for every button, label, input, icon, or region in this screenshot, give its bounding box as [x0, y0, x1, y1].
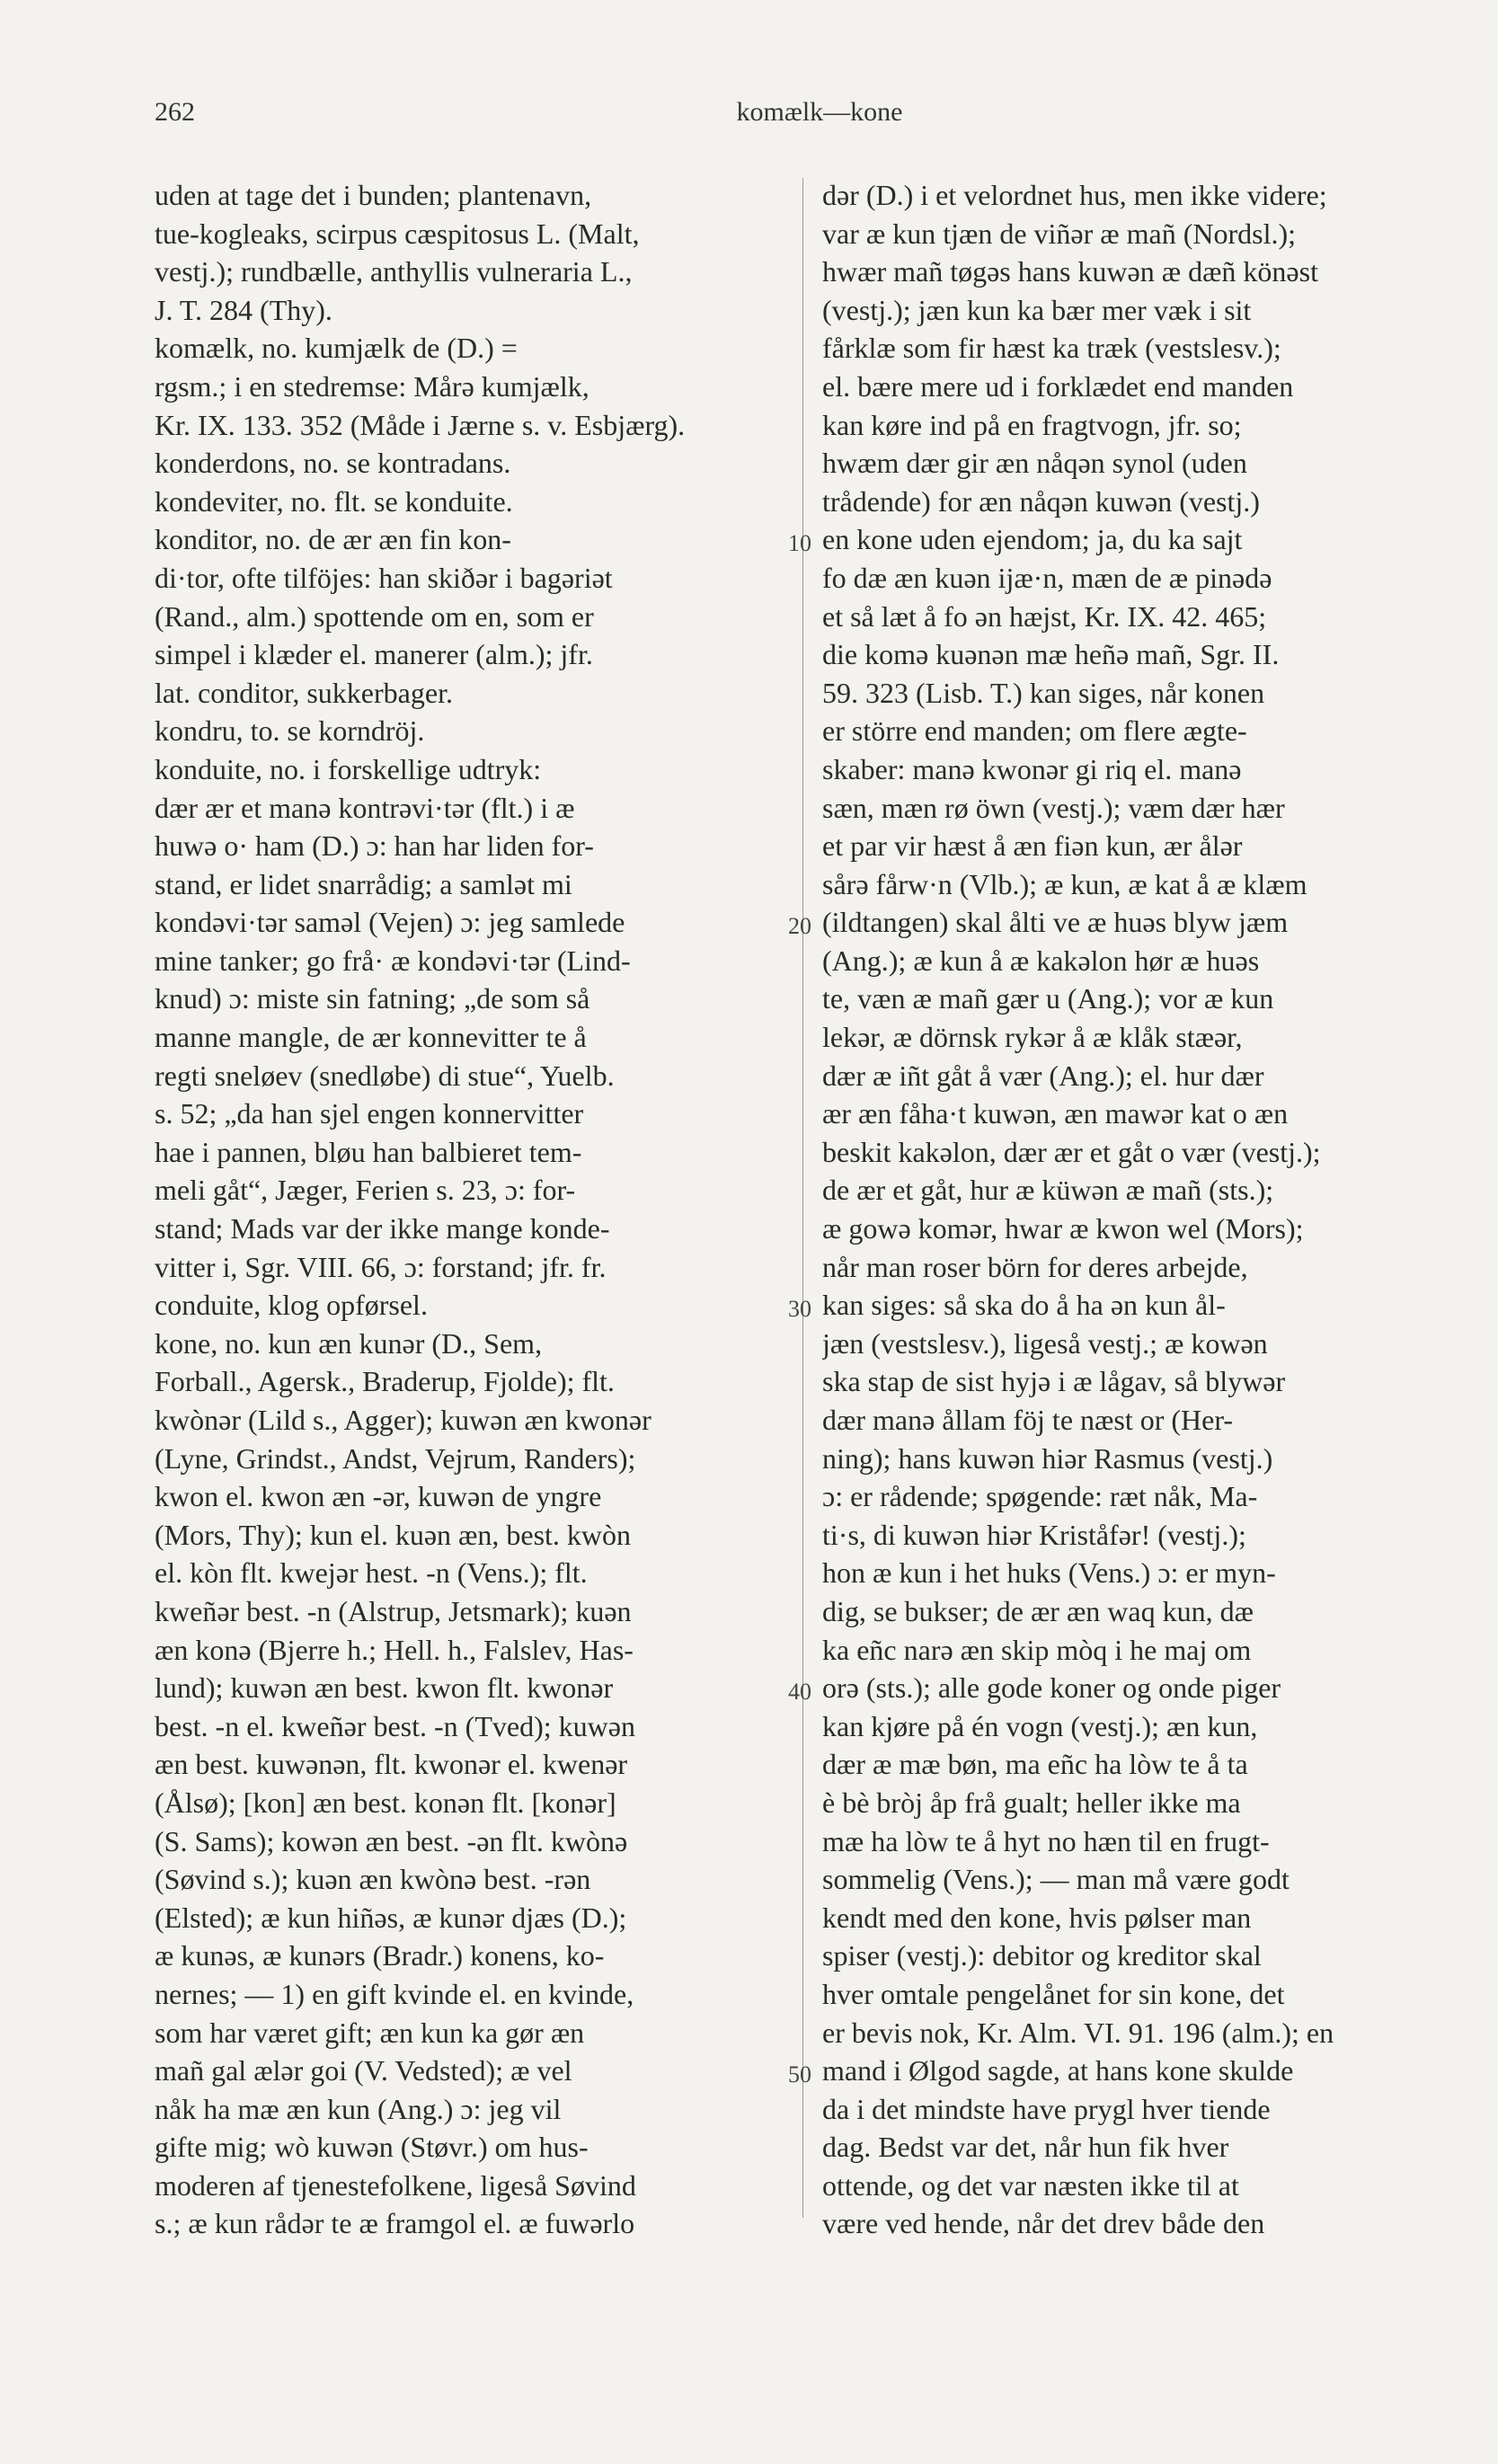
- right-column-line: er större end manden; om flere ægte-: [822, 714, 1247, 748]
- right-column-line: die komə kuənən mæ heñə mañ, Sgr. II.: [822, 638, 1280, 671]
- right-column-line: (Ang.); æ kun å æ kakəlon hør æ huəs: [822, 944, 1260, 977]
- left-column-line: lund); kuwən æn best. kwon flt. kwonər: [155, 1671, 614, 1705]
- right-column-line: hver omtale pengelånet for sin kone, det: [822, 1977, 1285, 2010]
- left-column-line: gifte mig; wò kuwən (Støvr.) om hus-: [155, 2131, 589, 2164]
- left-column-line: vitter i, Sgr. VIII. 66, ɔ: forstand; jfr. fr.: [155, 1250, 607, 1283]
- right-column-line: hwær mañ tøgəs hans kuwən æ dæñ könəst: [822, 255, 1318, 288]
- left-column-line: rgsm.; i en stedremse: Mårə kumjælk,: [155, 369, 589, 403]
- line-number-30: 30: [788, 1296, 811, 1322]
- left-column-line: kone, no. kun æn kunər (D., Sem,: [155, 1326, 543, 1360]
- left-column-line: mañ gal ælər goi (V. Vedsted); æ vel: [155, 2054, 572, 2087]
- right-column-line: dær manə ållam föj te næst or (Her-: [822, 1404, 1233, 1436]
- right-column-line: trådende) for æn nåqən kuwən (vestj.): [822, 484, 1260, 518]
- left-column-line: nåk ha mæ æn kun (Ang.) ɔ: jeg vil: [155, 2092, 562, 2125]
- left-column-line: æn konə (Bjerre h.; Hell. h., Falslev, Has-: [155, 1633, 634, 1666]
- left-column-line: kondeviter, no. flt. se konduite.: [155, 484, 513, 518]
- left-column-line: Kr. IX. 133. 352 (Måde i Jærne s. v. Esbjærg).: [155, 408, 686, 441]
- right-column-line: da i det mindste have prygl hver tiende: [822, 2092, 1271, 2125]
- left-column-line: simpel i klæder el. manerer (alm.); jfr.: [155, 638, 593, 671]
- right-column-line: ska stap de sist hyjə i æ lågav, så blywər: [822, 1365, 1286, 1398]
- left-column-line: konduite, no. i forskellige udtryk:: [155, 752, 542, 785]
- left-column-line: meli gåt“, Jæger, Ferien s. 23, ɔ: for-: [155, 1174, 576, 1207]
- left-column-line: regti sneløev (snedløbe) di stue“, Yuelb.: [155, 1059, 615, 1092]
- right-column-line: sæn, mæn rø öwn (vestj.); væm dær hær: [822, 791, 1285, 824]
- left-column-line: (Rand., alm.) spottende om en, som er: [155, 599, 594, 633]
- right-column-line: ning); hans kuwən hiər Rasmus (vestj.): [822, 1441, 1273, 1475]
- left-column-line: huwə o· ham (D.) ɔ: han har liden for-: [155, 829, 594, 863]
- left-column-line: conduite, klog opførsel.: [155, 1289, 428, 1322]
- running-title: komælk—kone: [736, 97, 903, 127]
- left-column-line: uden at tage det i bunden; plantenavn,: [155, 179, 592, 211]
- left-column-line: lat. conditor, sukkerbager.: [155, 676, 453, 709]
- page-number: 262: [155, 97, 195, 127]
- right-column-line: ka eñc narə æn skip mòq i he maj om: [822, 1633, 1252, 1666]
- right-column-line: ær æn fåha·t kuwən, æn mawər kat o æn: [822, 1097, 1289, 1130]
- left-column-line: (Søvind s.); kuən æn kwònə best. -rən: [155, 1863, 591, 1896]
- right-column-line: sårə fårw·n (Vlb.); æ kun, æ kat å æ klæm: [822, 867, 1307, 900]
- left-column-line: (S. Sams); kowən æn best. -ən flt. kwònə: [155, 1824, 628, 1857]
- right-column-line: dær æ mæ bøn, ma eñc ha lòw te å ta: [822, 1748, 1248, 1781]
- right-column-line: kan siges: så ska do å ha ən kun ål-: [822, 1289, 1226, 1322]
- right-column-line: fårklæ som fir hæst ka træk (vestslesv.);: [822, 332, 1281, 365]
- left-column-line: stand, er lidet snarrådig; a samlət mi: [155, 867, 572, 900]
- line-number-20: 20: [788, 913, 811, 939]
- right-column-line: dær æ iñt gåt å vær (Ang.); el. hur dær: [822, 1059, 1264, 1092]
- right-column-line: hon æ kun i het huks (Vens.) ɔ: er myn-: [822, 1556, 1276, 1590]
- left-column-line: stand; Mads var der ikke mange konde-: [155, 1212, 610, 1245]
- left-column-line: di·tor, ofte tilföjes: han skiðər i bagəriət: [155, 561, 613, 594]
- left-column-line: s. 52; „da han sjel engen konnervitter: [155, 1097, 584, 1130]
- line-number-10: 10: [788, 530, 811, 556]
- left-column-line: kondru, to. se korndröj.: [155, 714, 425, 748]
- line-number-50: 50: [788, 2061, 811, 2087]
- left-column: [155, 176, 788, 2243]
- left-column-line: el. kòn flt. kwejər hest. -n (Vens.); flt.: [155, 1556, 588, 1590]
- right-column-line: fo dæ æn kuən ijæ·n, mæn de æ pinədə: [822, 561, 1272, 594]
- right-column-line: skaber: manə kwonər gi riq el. manə: [822, 752, 1242, 785]
- left-column-line: J. T. 284 (Thy).: [155, 293, 332, 326]
- left-column-line: s.; æ kun rådər te æ framgol el. æ fuwərlo: [155, 2207, 635, 2240]
- right-column-line: de ær et gåt, hur æ küwən æ mañ (sts.);: [822, 1174, 1274, 1207]
- right-column-line: jæn (vestslesv.), ligeså vestj.; æ kowən: [822, 1326, 1268, 1360]
- right-column-line: et par vir hæst å æn fiən kun, ær ålər: [822, 829, 1243, 863]
- column-divider: [802, 178, 803, 2218]
- right-column-line: kendt med den kone, hvis pølser man: [822, 1901, 1252, 1934]
- left-column-line: tue-kogleaks, scirpus cæspitosus L. (Malt,: [155, 217, 640, 250]
- left-column-line: Forball., Agersk., Braderup, Fjolde); flt.: [155, 1365, 615, 1398]
- left-column-line: vestj.); rundbælle, anthyllis vulneraria L.,: [155, 255, 633, 288]
- right-column-line: kan kjøre på én vogn (vestj.); æn kun,: [822, 1709, 1258, 1742]
- right-column-line: 59. 323 (Lisb. T.) kan siges, når konen: [822, 676, 1265, 709]
- left-column-line: knud) ɔ: miste sin fatning; „de som så: [155, 982, 590, 1015]
- right-column-line: orə (sts.); alle gode koner og onde piger: [822, 1671, 1281, 1705]
- right-column-line: hwæm dær gir æn nåqən synol (uden: [822, 447, 1247, 480]
- left-column-line: konderdons, no. se kontradans.: [155, 447, 511, 480]
- line-number-40: 40: [788, 1679, 811, 1705]
- right-column-line: være ved hende, når det drev både den: [822, 2207, 1265, 2240]
- right-column-line: kan køre ind på en fragtvogn, jfr. so;: [822, 408, 1242, 441]
- left-column-line: nernes; — 1) en gift kvinde el. en kvinde,: [155, 1977, 634, 2010]
- right-column-line: spiser (vestj.): debitor og kreditor skal: [822, 1939, 1262, 1972]
- right-column-line: dag. Bedst var det, når hun fik hver: [822, 2131, 1229, 2164]
- left-column-line: kwon el. kwon æn -ər, kuwən de yngre: [155, 1480, 602, 1513]
- right-column-line: mæ ha lòw te å hyt no hæn til en frugt-: [822, 1824, 1270, 1857]
- left-column-line: hae i pannen, bløu han balbieret tem-: [155, 1135, 582, 1168]
- right-column-line: en kone uden ejendom; ja, du ka sajt: [822, 523, 1243, 556]
- right-column-line: (vestj.); jæn kun ka bær mer væk i sit: [822, 293, 1252, 326]
- right-column-line: når man roser börn for deres arbejde,: [822, 1250, 1248, 1283]
- right-column-line: sommelig (Vens.); — man må være godt: [822, 1863, 1290, 1896]
- left-column-line: kondəvi·tər saməl (Vejen) ɔ: jeg samlede: [155, 906, 625, 939]
- right-column-line: te, væn æ mañ gær u (Ang.); vor æ kun: [822, 982, 1274, 1015]
- left-column-line: manne mangle, de ær konnevitter te å: [155, 1021, 587, 1054]
- right-column-line: (ildtangen) skal ålti ve æ huəs blyw jæm: [822, 906, 1289, 939]
- right-column-line: æ gowə komər, hwar æ kwon wel (Mors);: [822, 1212, 1304, 1245]
- right-column-line: er bevis nok, Kr. Alm. VI. 91. 196 (alm.); en: [822, 2016, 1334, 2049]
- left-column-line: best. -n el. kweñər best. -n (Tved); kuwən: [155, 1709, 635, 1742]
- right-column-line: lekər, æ dörnsk rykər å æ klåk stæər,: [822, 1021, 1243, 1054]
- left-column-line: æ kunəs, æ kunərs (Bradr.) konens, ko-: [155, 1939, 605, 1972]
- right-column-line: beskit kakəlon, dær ær et gåt o vær (vestj.);: [822, 1135, 1321, 1168]
- left-column-line: (Mors, Thy); kun el. kuən æn, best. kwòn: [155, 1518, 632, 1551]
- left-column-line: mine tanker; go frå· æ kondəvi·tər (Lind-: [155, 944, 631, 977]
- left-column-line: kwònər (Lild s., Agger); kuwən æn kwonər: [155, 1404, 651, 1436]
- left-column-line: konditor, no. de ær æn fin kon-: [155, 523, 511, 556]
- right-column-line: el. bære mere ud i forklædet end manden: [822, 369, 1294, 403]
- left-column-line: dær ær et manə kontrəvi·tər (flt.) i æ: [155, 791, 575, 824]
- left-column-line: (Ålsø); [kon] æn best. konən flt. [konər]: [155, 1786, 616, 1819]
- right-column-line: var æ kun tjæn de viñər æ mañ (Nordsl.);: [822, 217, 1297, 250]
- left-column-line: som har været gift; æn kun ka gør æn: [155, 2016, 585, 2049]
- left-column-line: kweñər best. -n (Alstrup, Jetsmark); kuən: [155, 1594, 632, 1627]
- right-column-line: dig, se bukser; de ær æn waq kun, dæ: [822, 1594, 1254, 1627]
- right-column-line: ɔ: er rådende; spøgende: ræt nåk, Ma-: [822, 1480, 1258, 1513]
- right-column-line: ottende, og det var næsten ikke til at: [822, 2168, 1239, 2202]
- left-column-line: moderen af tjenestefolkene, ligeså Søvind: [155, 2168, 636, 2202]
- left-column-line: (Elsted); æ kun hiñəs, æ kunər djæs (D.);: [155, 1901, 627, 1934]
- left-column-line: komælk, no. kumjælk de (D.) =: [155, 332, 518, 365]
- right-column-line: mand i Ølgod sagde, at hans kone skulde: [822, 2054, 1294, 2087]
- left-column-line: æn best. kuwənən, flt. kwonər el. kwenər: [155, 1748, 628, 1781]
- page-header: [155, 97, 1485, 142]
- right-column-line: ti·s, di kuwən hiər Kriståfər! (vestj.);: [822, 1518, 1246, 1551]
- right-column-line: è bè bròj åp frå gualt; heller ikke ma: [822, 1786, 1241, 1819]
- right-column-line: et så læt å fo ən hæjst, Kr. IX. 42. 465;: [822, 599, 1267, 633]
- right-column: [822, 176, 1469, 2243]
- right-column-line: dər (D.) i et velordnet hus, men ikke videre;: [822, 179, 1327, 211]
- left-column-line: (Lyne, Grindst., Andst, Vejrum, Randers);: [155, 1441, 636, 1475]
